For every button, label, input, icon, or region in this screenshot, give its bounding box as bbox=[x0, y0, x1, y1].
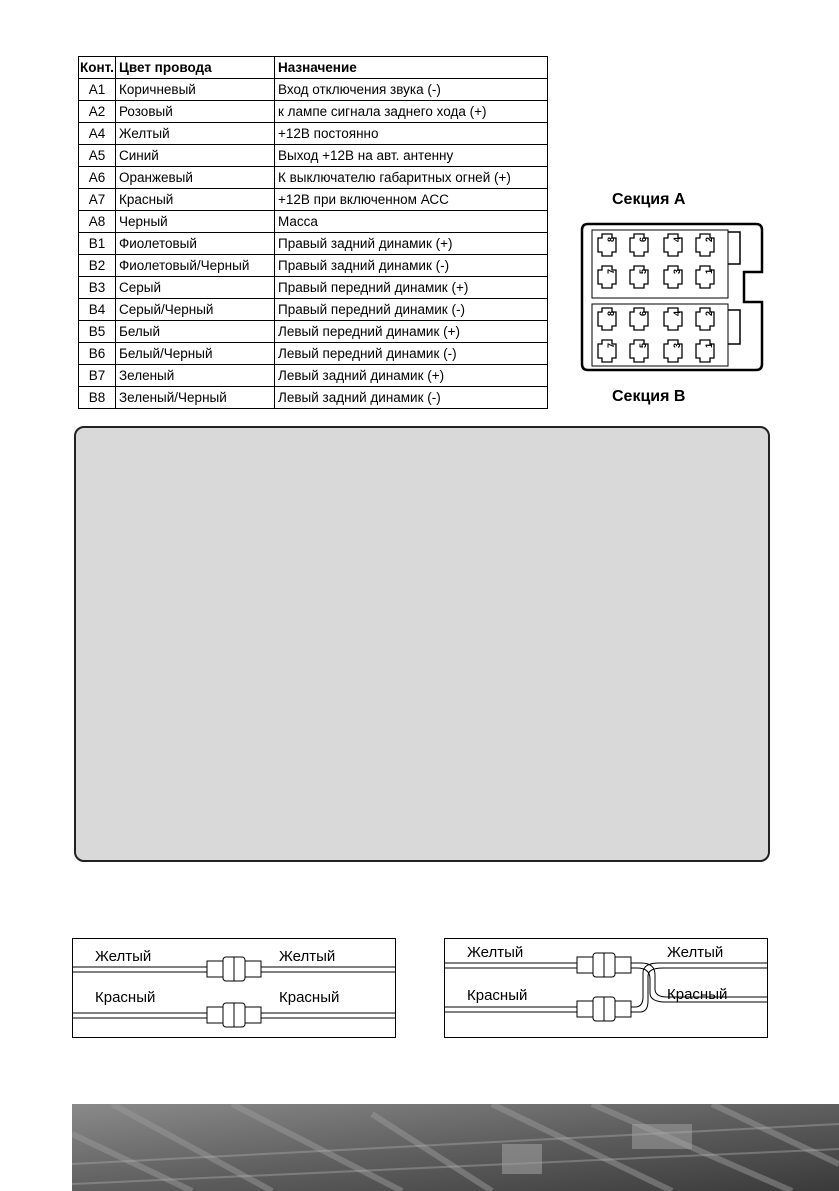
pin-number: 2 bbox=[704, 237, 714, 243]
connector-plug-top bbox=[207, 957, 261, 981]
wiring-diagram-straight bbox=[72, 938, 396, 1038]
info-panel bbox=[74, 426, 770, 862]
table-row bbox=[79, 145, 548, 167]
table-row bbox=[79, 255, 548, 277]
pin-cell: A5 bbox=[79, 145, 116, 167]
header-wire-color: Цвет провода bbox=[116, 57, 275, 79]
purpose-cell: Левый задний динамик (+) bbox=[275, 365, 548, 387]
table-row bbox=[79, 299, 548, 321]
purpose-cell: Правый задний динамик (+) bbox=[275, 233, 548, 255]
pin-cell: A2 bbox=[79, 101, 116, 123]
wire-color-cell: Фиолетовый/Черный bbox=[116, 255, 275, 277]
purpose-cell: Масса bbox=[275, 211, 548, 233]
pin-cell: A8 bbox=[79, 211, 116, 233]
pin-number: 8 bbox=[606, 237, 616, 243]
pin-cell: B2 bbox=[79, 255, 116, 277]
label-yellow-left: Желтый bbox=[95, 948, 152, 965]
pin-number: 3 bbox=[672, 269, 682, 275]
purpose-cell: Левый передний динамик (+) bbox=[275, 321, 548, 343]
connector-diagram bbox=[578, 220, 768, 378]
purpose-cell: +12В при включенном АСС bbox=[275, 189, 548, 211]
pin-number: 4 bbox=[672, 311, 682, 317]
wire-color-cell: Черный bbox=[116, 211, 275, 233]
pin-number: 7 bbox=[606, 343, 616, 349]
wire-color-cell: Белый/Черный bbox=[116, 343, 275, 365]
label-red-right: Красный bbox=[279, 989, 340, 1006]
pin-cell: A4 bbox=[79, 123, 116, 145]
pin-cell: B8 bbox=[79, 387, 116, 409]
table-row bbox=[79, 365, 548, 387]
purpose-cell: Вход отключения звука (-) bbox=[275, 79, 548, 101]
table-row bbox=[79, 189, 548, 211]
table-row bbox=[79, 343, 548, 365]
table-row bbox=[79, 123, 548, 145]
connector-plug-bottom bbox=[577, 997, 631, 1021]
purpose-cell: Правый передний динамик (-) bbox=[275, 299, 548, 321]
wire-color-cell: Серый/Черный bbox=[116, 299, 275, 321]
label-yellow-right: Желтый bbox=[667, 944, 724, 961]
label-red-left: Красный bbox=[95, 989, 156, 1006]
wire-color-cell: Фиолетовый bbox=[116, 233, 275, 255]
pin-cell: B6 bbox=[79, 343, 116, 365]
wire-color-cell: Синий bbox=[116, 145, 275, 167]
header-purpose: Назначение bbox=[275, 57, 548, 79]
pin-cell: B7 bbox=[79, 365, 116, 387]
table-row bbox=[79, 211, 548, 233]
pin-cell: B1 bbox=[79, 233, 116, 255]
purpose-cell: к лампе сигнала заднего хода (+) bbox=[275, 101, 548, 123]
pin-number: 8 bbox=[606, 311, 616, 317]
pin-number: 5 bbox=[638, 343, 648, 349]
wiring-diagram-crossed bbox=[444, 938, 768, 1038]
pin-number: 3 bbox=[672, 343, 682, 349]
pin-cell: A6 bbox=[79, 167, 116, 189]
pin-number: 6 bbox=[638, 311, 648, 317]
pin-cell: B4 bbox=[79, 299, 116, 321]
footer-decorative-photo bbox=[72, 1104, 839, 1191]
wire-color-cell: Зеленый bbox=[116, 365, 275, 387]
pin-cell: B5 bbox=[79, 321, 116, 343]
section-a-label: Секция А bbox=[612, 191, 686, 208]
pin-table bbox=[78, 56, 548, 409]
wire-color-cell: Розовый bbox=[116, 101, 275, 123]
pin-number: 7 bbox=[606, 269, 616, 275]
section-b-label: Секция В bbox=[612, 388, 686, 405]
wire-color-cell: Желтый bbox=[116, 123, 275, 145]
purpose-cell: Выход +12В на авт. антенну bbox=[275, 145, 548, 167]
pin-number: 1 bbox=[704, 269, 714, 275]
label-red-left: Красный bbox=[467, 987, 528, 1004]
pin-cell: B3 bbox=[79, 277, 116, 299]
wire-color-cell: Красный bbox=[116, 189, 275, 211]
table-row bbox=[79, 387, 548, 409]
table-row bbox=[79, 167, 548, 189]
purpose-cell: Правый передний динамик (+) bbox=[275, 277, 548, 299]
wire-color-cell: Коричневый bbox=[116, 79, 275, 101]
pin-cell: A7 bbox=[79, 189, 116, 211]
pin-cell: A1 bbox=[79, 79, 116, 101]
wire-color-cell: Серый bbox=[116, 277, 275, 299]
pin-number: 6 bbox=[638, 237, 648, 243]
purpose-cell: Правый задний динамик (-) bbox=[275, 255, 548, 277]
pin-number: 4 bbox=[672, 237, 682, 243]
table-row bbox=[79, 79, 548, 101]
wire-color-cell: Зеленый/Черный bbox=[116, 387, 275, 409]
header-pin: Конт. bbox=[79, 57, 116, 79]
table-row bbox=[79, 101, 548, 123]
pin-number: 5 bbox=[638, 269, 648, 275]
connector-plug-top bbox=[577, 953, 631, 977]
wire-color-cell: Оранжевый bbox=[116, 167, 275, 189]
purpose-cell: К выключателю габаритных огней (+) bbox=[275, 167, 548, 189]
label-yellow-left: Желтый bbox=[467, 944, 524, 961]
table-row bbox=[79, 233, 548, 255]
purpose-cell: Левый задний динамик (-) bbox=[275, 387, 548, 409]
pin-number: 2 bbox=[704, 311, 714, 317]
wire-color-cell: Белый bbox=[116, 321, 275, 343]
pin-number: 1 bbox=[704, 343, 714, 349]
purpose-cell: +12В постоянно bbox=[275, 123, 548, 145]
table-row bbox=[79, 277, 548, 299]
label-red-right: Красный bbox=[667, 986, 728, 1003]
connector-plug-bottom bbox=[207, 1003, 261, 1027]
table-row bbox=[79, 321, 548, 343]
table-header-row bbox=[79, 57, 548, 79]
purpose-cell: Левый передний динамик (-) bbox=[275, 343, 548, 365]
label-yellow-right: Желтый bbox=[279, 948, 336, 965]
